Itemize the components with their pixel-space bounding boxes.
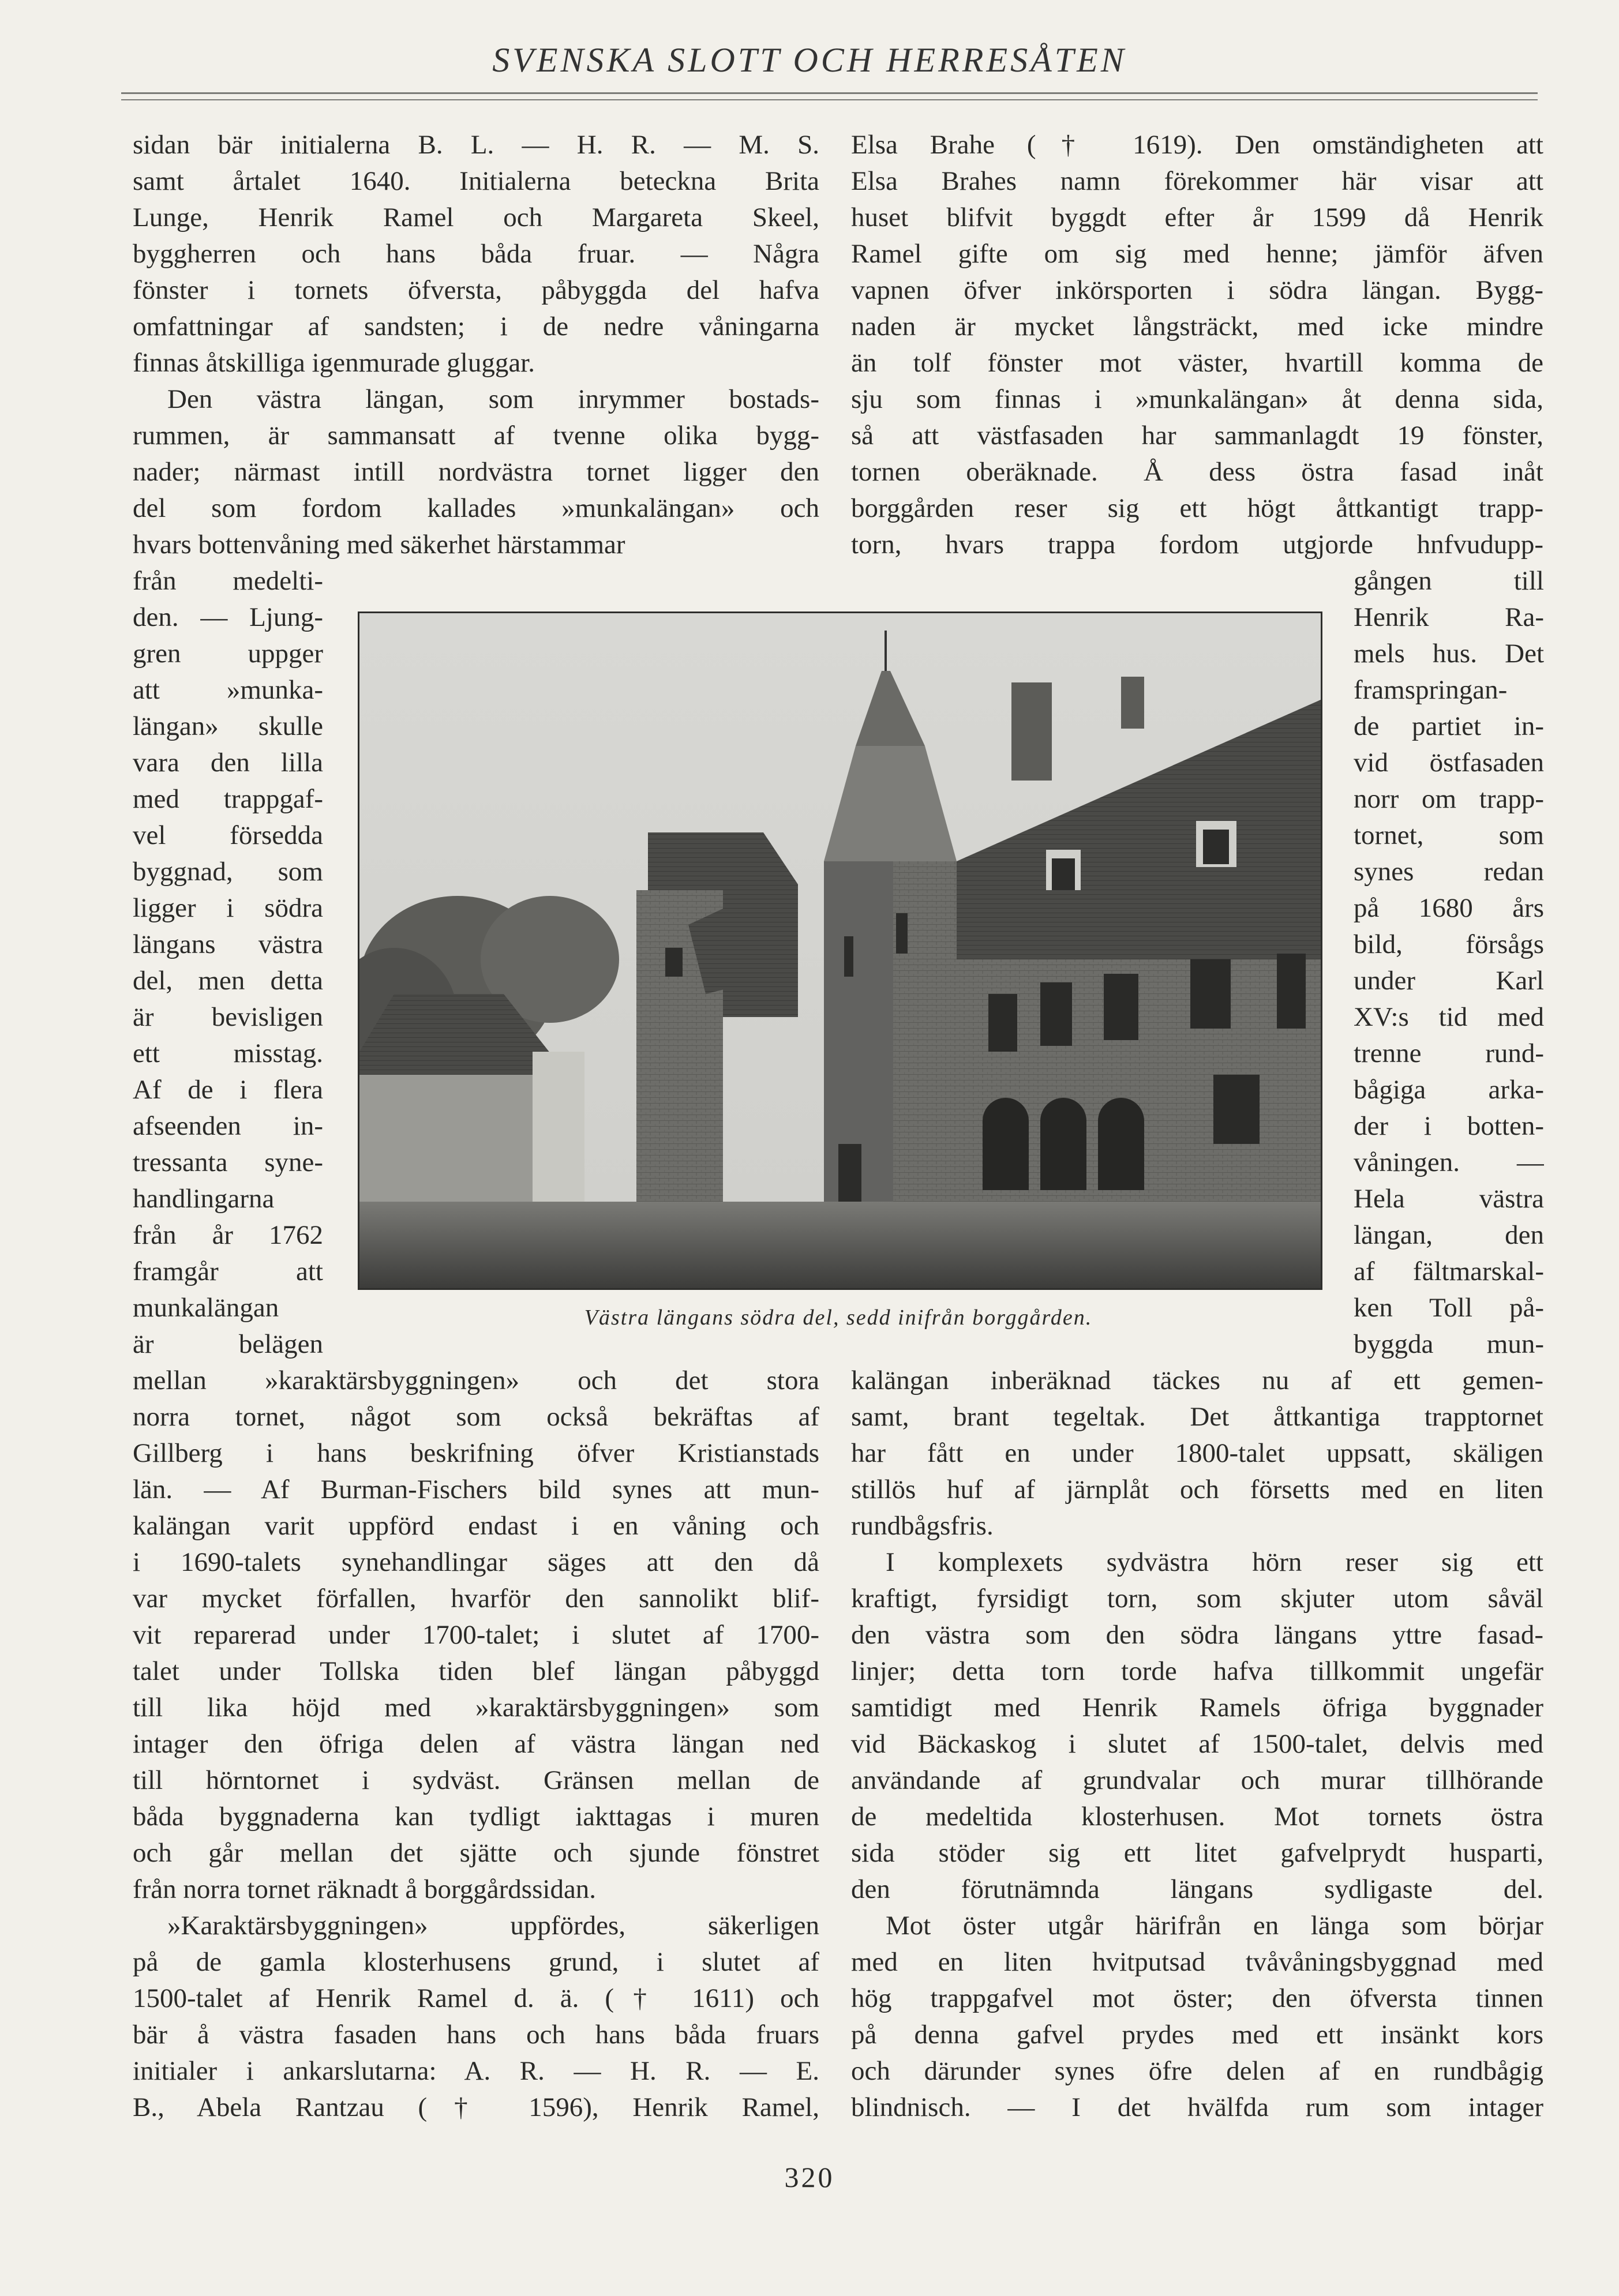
text-line: vid Bäckaskog i slutet af 1500-talet, delvis med [851,1729,1543,1759]
text-line: der i botten- [1354,1111,1544,1141]
text-line: huset blifvit byggdt efter år 1599 då Henrik [851,202,1543,232]
text-line: den förutnämnda längans sydligaste del. [851,1874,1543,1904]
text-line: Ramel gifte om sig med henne; jämför äfven [851,239,1543,269]
text-line: linjer; detta torn torde hafva tillkommit ungefär [851,1656,1543,1686]
text-line: bild, försågs [1354,929,1544,959]
text-line: hvars bottenvåning med säkerhet härstammar [133,530,625,560]
text-line: Elsa Brahes namn förekommer här visar att [851,166,1543,196]
text-line: fönster i tornets öfversta, påbyggda del hafva [133,275,819,305]
text-line: på 1680 års [1354,893,1544,923]
text-line: naden är mycket långsträckt, med icke mindre [851,312,1543,342]
text-line: del, men detta [133,966,323,996]
text-line: vara den lilla [133,748,323,778]
text-line: talet under Tollska tiden blef längan påbyggd [133,1656,819,1686]
text-line: samtidigt med Henrik Ramels öfriga byggnader [851,1693,1543,1723]
text-line: Hela västra [1354,1184,1544,1214]
text-line: trenne rund- [1354,1038,1544,1068]
header-rule-top [121,92,1538,94]
text-line: norra tornet, något som också bekräftas af [133,1402,819,1432]
text-line: längan, den [1354,1220,1544,1250]
text-line: än tolf fönster mot väster, hvartill komma de [851,348,1543,378]
text-line: tornet, som [1354,820,1544,850]
text-line: till lika höjd med »karaktärsbyggningen» som [133,1693,819,1723]
text-line: kalängan inberäknad täckes nu af ett gemen- [851,1365,1543,1395]
text-line: den. — Ljung- [133,602,323,632]
text-line: handlingarna [133,1184,275,1214]
text-line: ligger i södra [133,893,323,923]
text-line: I komplexets sydvästra hörn reser sig ett [886,1547,1543,1577]
text-line: B., Abela Rantzau († 1596), Henrik Ramel, [133,2092,819,2122]
text-line: användande af grundvalar och murar tillhörande [851,1765,1543,1795]
text-line: framspringan- [1354,675,1508,705]
text-line: och går mellan det sjätte och sjunde fönstret [133,1838,819,1868]
text-line: sju som finnas i »munkalängan» åt denna sida, [851,384,1543,414]
text-line: den västra som den södra längans yttre fasad- [851,1620,1543,1650]
text-line: mellan »karaktärsbyggningen» och det stora [133,1365,819,1395]
text-line: bågiga arka- [1354,1075,1544,1105]
text-line: norr om trapp- [1354,784,1544,814]
text-line: borggården reser sig ett högt åttkantigt trapp- [851,493,1543,523]
text-line: tressanta syne- [133,1147,323,1177]
text-line: samt, brant tegeltak. Det åttkantiga trapptornet [851,1402,1543,1432]
text-line: längan» skulle [133,711,323,741]
text-line: har fått en under 1800-talet uppsatt, skäligen [851,1438,1543,1468]
text-line: »Karaktärsbyggningen» uppfördes, säkerligen [167,1911,819,1941]
text-line: synes redan [1354,857,1544,887]
photo-caption: Västra längans södra del, sedd inifrån borggården. [584,1305,1093,1330]
text-line: till hörntornet i sydväst. Gränsen mellan de [133,1765,819,1795]
text-line: byggda mun- [1354,1329,1544,1359]
text-line: samt årtalet 1640. Initialerna beteckna Brita [133,166,819,196]
text-line: med trappgaf- [133,784,323,814]
text-line: stillös huf af järnplåt och försetts med en liten [851,1475,1543,1505]
page-number: 320 [784,2161,835,2193]
text-line: på de gamla klosterhusens grund, i slutet af [133,1947,819,1977]
text-line: våningen. — [1354,1147,1544,1177]
text-line: från år 1762 [133,1220,323,1250]
text-line: XV:s tid med [1354,1002,1544,1032]
text-line: längans västra [133,929,323,959]
text-line: från norra tornet räknadt å borggårdssidan. [133,1874,597,1904]
text-line: bär å västra fasaden hans och hans båda fruars [133,2020,819,2050]
text-line: intager den öfriga delen af västra längan ned [133,1729,819,1759]
text-line: Af de i flera [133,1075,323,1105]
text-line: blindnisch. — I det hvälfda rum som intager [851,2092,1543,2122]
text-line: båda byggnaderna kan tydligt iakttagas i muren [133,1802,819,1832]
text-line: tornen oberäknade. Å dess östra fasad inåt [851,457,1543,487]
text-line: kraftigt, fyrsidigt torn, som skjuter utom såväl [851,1584,1543,1614]
text-line: de medeltida klosterhusen. Mot tornets östra [851,1802,1543,1832]
text-line: byggherren och hans båda fruar. — Några [133,239,819,269]
text-line: kalängan varit uppförd endast i en våning och [133,1511,819,1541]
text-line: rundbågsfris. [851,1511,994,1541]
text-line: ett misstag. [133,1038,323,1068]
text-line: Den västra längan, som inrymmer bostads- [167,384,819,414]
text-line: omfattningar af sandsten; i de nedre våningarna [133,312,819,342]
text-line: mels hus. Det [1354,639,1544,669]
text-line: finnas åtskilliga igenmurade gluggar. [133,348,535,378]
running-header: SVENSKA SLOTT OCH HERRESÅTEN [492,41,1127,79]
text-line: sida stöder sig ett litet gafvelprydt husparti, [851,1838,1543,1868]
text-line: Elsa Brahe († 1619). Den omständigheten att [851,130,1543,160]
text-line: initialer i ankarslutarna: A. R. — H. R. — E. [133,2056,819,2086]
text-line: gren uppger [133,639,323,669]
text-line: Lunge, Henrik Ramel och Margareta Skeel, [133,202,819,232]
text-line: afseenden in- [133,1111,323,1141]
text-line: af fältmarskal- [1354,1256,1544,1286]
text-line: Gillberg i hans beskrifning öfver Kristianstads [133,1438,819,1468]
text-line: så att västfasaden har sammanlagdt 19 fönster, [851,421,1543,451]
text-line: hög trappgafvel mot öster; den öfversta tinnen [851,1983,1543,2013]
text-line: 1500-talet af Henrik Ramel d. ä. († 1611) och [133,1983,819,2013]
text-line: Henrik Ra- [1354,602,1544,632]
text-line: sidan bär initialerna B. L. — H. R. — M. S. [133,130,819,160]
text-line: vel försedda [133,820,323,850]
text-line: med en liten hvitputsad tvåvåningsbyggnad med [851,1947,1543,1977]
text-line: framgår att [133,1256,323,1286]
text-line: var mycket förfallen, hvarför den sannolikt blif- [133,1584,819,1614]
text-line: är belägen [133,1329,323,1359]
text-line: att »munka- [133,675,323,705]
text-line: på denna gafvel prydes med ett insänkt kors [851,2020,1543,2050]
text-line: vapnen öfver inkörsporten i södra längan. Bygg- [851,275,1543,305]
header-rule-bottom [121,99,1538,100]
text-line: och därunder synes öfre delen af en rundbågig [851,2056,1543,2086]
text-line: ken Toll på- [1354,1293,1544,1323]
text-line: torn, hvars trappa fordom utgjorde hnfvudupp- [851,530,1543,560]
text-line: rummen, är sammansatt af tvenne olika bygg- [133,421,819,451]
text-line: gången till [1354,566,1544,596]
text-line: under Karl [1354,966,1544,996]
text-line: i 1690-talets synehandlingar säges att den då [133,1547,819,1577]
text-line: Mot öster utgår härifrån en länga som börjar [886,1911,1543,1941]
text-line: munkalängan [133,1293,279,1323]
text-line: vit reparerad under 1700-talet; i slutet af 1700- [133,1620,819,1650]
text-line: del som fordom kallades »munkalängan» och [133,493,819,523]
text-line: från medelti- [133,566,323,596]
text-line: nader; närmast intill nordvästra tornet ligger den [133,457,819,487]
text-line: byggnad, som [133,857,323,887]
text-line: är bevisligen [133,1002,323,1032]
text-line: län. — Af Burman-Fischers bild synes att mun- [133,1475,819,1505]
text-line: vid östfasaden [1354,748,1544,778]
text-line: de partiet in- [1354,711,1544,741]
castle-photograph [358,611,1322,1290]
